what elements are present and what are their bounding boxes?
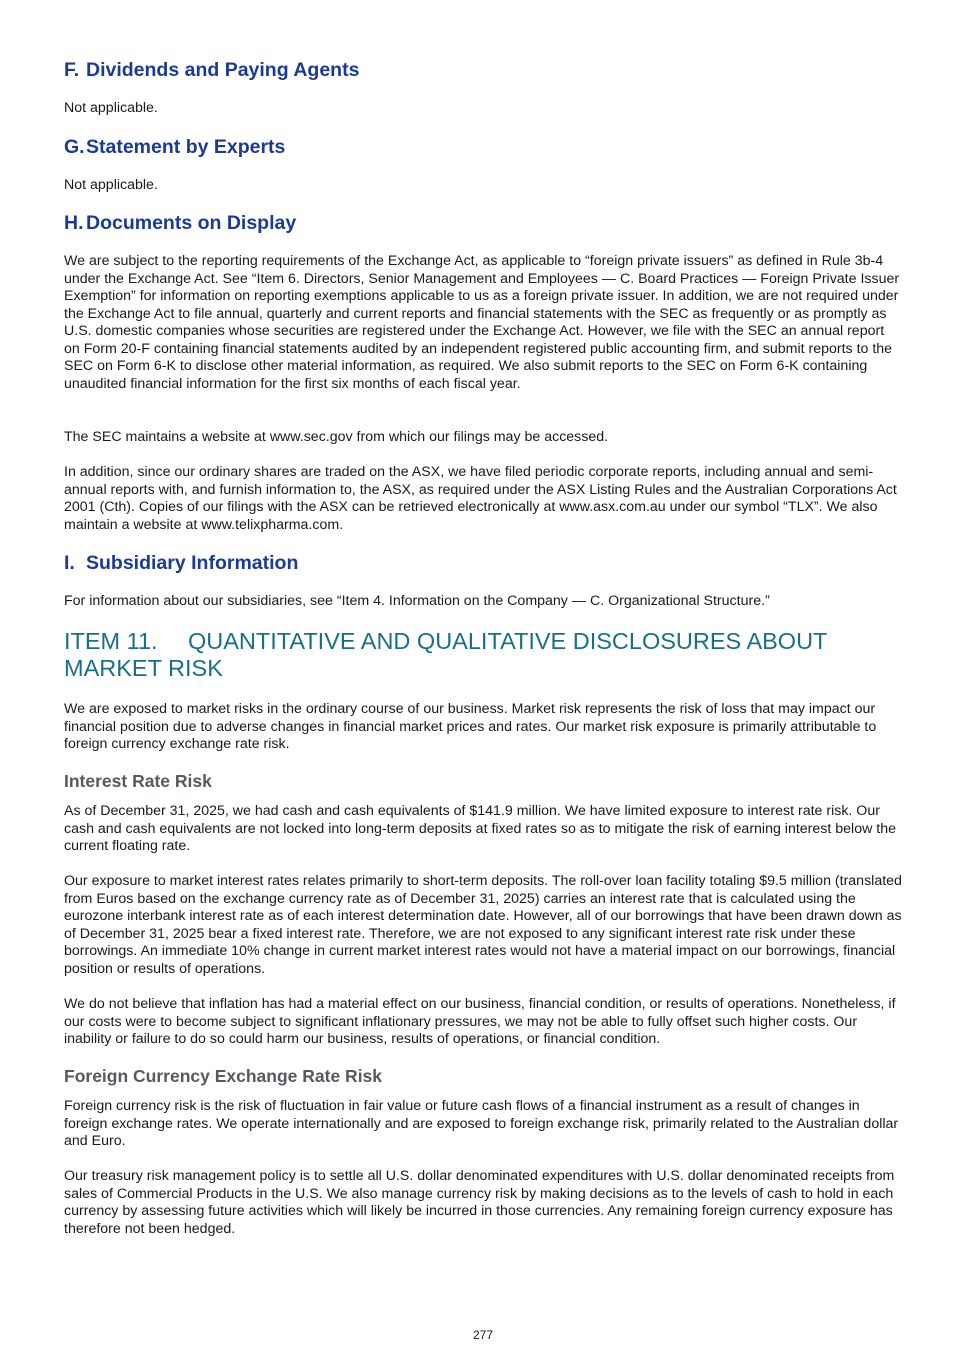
heading-fx-risk: Foreign Currency Exchange Rate Risk	[64, 1066, 383, 1086]
section-title: Statement by Experts	[86, 136, 286, 158]
heading-subsidiary	[64, 552, 298, 575]
section-label: F.	[64, 59, 80, 81]
heading-documents	[64, 212, 296, 235]
experts-body: Not applicable.	[64, 177, 158, 193]
heading-dividends	[64, 59, 359, 82]
interest-paragraph: As of December 31, 2025, we had cash and cash equivalents of $141.9 million. We have limited exposure to interest rate risk. Our cash and cash equivalents are not locked into long-term deposits at fixed rates so as to mitigate the risk of earning interest below the current floating rate.	[64, 803, 897, 854]
item11-intro: We are exposed to market risks in the ordinary course of our business. Market risk represents the risk of loss that may impact our financial position due to adverse changes in financial market prices and rates. Our market risk exposure is primarily attributable to foreign currency exchange rate risk.	[64, 701, 877, 752]
section-title: Documents on Display	[86, 212, 297, 234]
documents-paragraph: The SEC maintains a website at www.sec.gov from which our filings may be accessed.	[64, 429, 609, 445]
documents-paragraph: In addition, since our ordinary shares are traded on the ASX, we have filed periodic corporate reports, including annual and semi-annual reports with, and furnish information to, the ASX, as required under the ASX Listing Rules and the Australian Corporations Act 2001 (Cth). Copies of our filings with the ASX can be retrieved electronically at www.asx.com.au under our symbol “TLX”. We also maintain a website at www.telixpharma.com.	[64, 464, 897, 533]
interest-paragraph: Our exposure to market interest rates relates primarily to short-term deposits. The roll-over loan facility totaling $9.5 million (translated from Euros based on the exchange currency rate as of December 31, 2025) carries an interest rate that is calculated using the eurozone interbank interest rate as of each interest determination date. However, all of our borrowings that have been drawn down as of December 31, 2025 bear a fixed interest rate. Therefore, we are not exposed to any significant interest rate risk under these borrowings. An immediate 10% change in current market interest rates would not have a material impact on our borrowings, financial position or results of operations.	[64, 873, 902, 977]
item-title-line1: QUANTITATIVE AND QUALITATIVE DISCLOSURES ABOUT	[188, 628, 828, 654]
documents-paragraph: We are subject to the reporting requirements of the Exchange Act, as applicable to “foreign private issuers” as defined in Rule 3b-4 under the Exchange Act. See “Item 6. Directors, Senior Management and Employees — C. Board Practices — Foreign Private Issuer Exemption” for information on reporting exemptions applicable to us as a foreign private issuer. In addition, we are not required under the Exchange Act to file annual, quarterly and current reports and financial statements with the SEC as frequently or as promptly as U.S. domestic companies whose securities are registered under the Exchange Act. However, we file with the SEC an annual report on Form 20-F containing financial statements audited by an independent registered public accounting firm, and submit reports to the SEC on Form 6-K to disclose other material information, as required. We also submit reports to the SEC on Form 6-K containing unaudited financial information for the first six months of each fiscal year.	[64, 253, 900, 392]
section-title: Dividends and Paying Agents	[86, 59, 360, 81]
item-label: ITEM 11.	[64, 628, 158, 654]
section-label: G.	[64, 136, 85, 158]
subsidiary-body: For information about our subsidiaries, see “Item 4. Information on the Company — C. Organizational Structure.”	[64, 593, 770, 609]
section-label: H.	[64, 212, 84, 234]
section-label: I.	[64, 552, 75, 574]
dividends-body: Not applicable.	[64, 100, 158, 116]
heading-experts	[64, 136, 285, 159]
item11-heading	[64, 628, 864, 682]
section-title: Subsidiary Information	[86, 552, 299, 574]
fx-paragraph: Our treasury risk management policy is to settle all U.S. dollar denominated expenditures with U.S. dollar denominated receipts from sales of Commercial Products in the U.S. We also manage currency risk by making decisions as to the levels of cash to hold in each currency by assessing future activities which will likely be incurred in those currencies. Any remaining foreign currency exposure has therefore not been hedged.	[64, 1168, 895, 1237]
fx-paragraph: Foreign currency risk is the risk of fluctuation in fair value or future cash flows of a financial instrument as a result of changes in foreign exchange rates. We operate internationally and are exposed to foreign exchange risk, primarily related to the Australian dollar and Euro.	[64, 1098, 899, 1149]
heading-interest-rate-risk: Interest Rate Risk	[64, 771, 212, 791]
page-number: 277	[472, 1328, 494, 1342]
interest-paragraph: We do not believe that inflation has had a material effect on our business, financial condition, or results of operations. Nonetheless, if our costs were to become subject to significant inflationary pressures, we may not be able to fully offset such higher costs. Our inability or failure to do so could harm our business, results of operations, or financial condition.	[64, 996, 896, 1047]
item-title-line2: MARKET RISK	[64, 655, 223, 681]
